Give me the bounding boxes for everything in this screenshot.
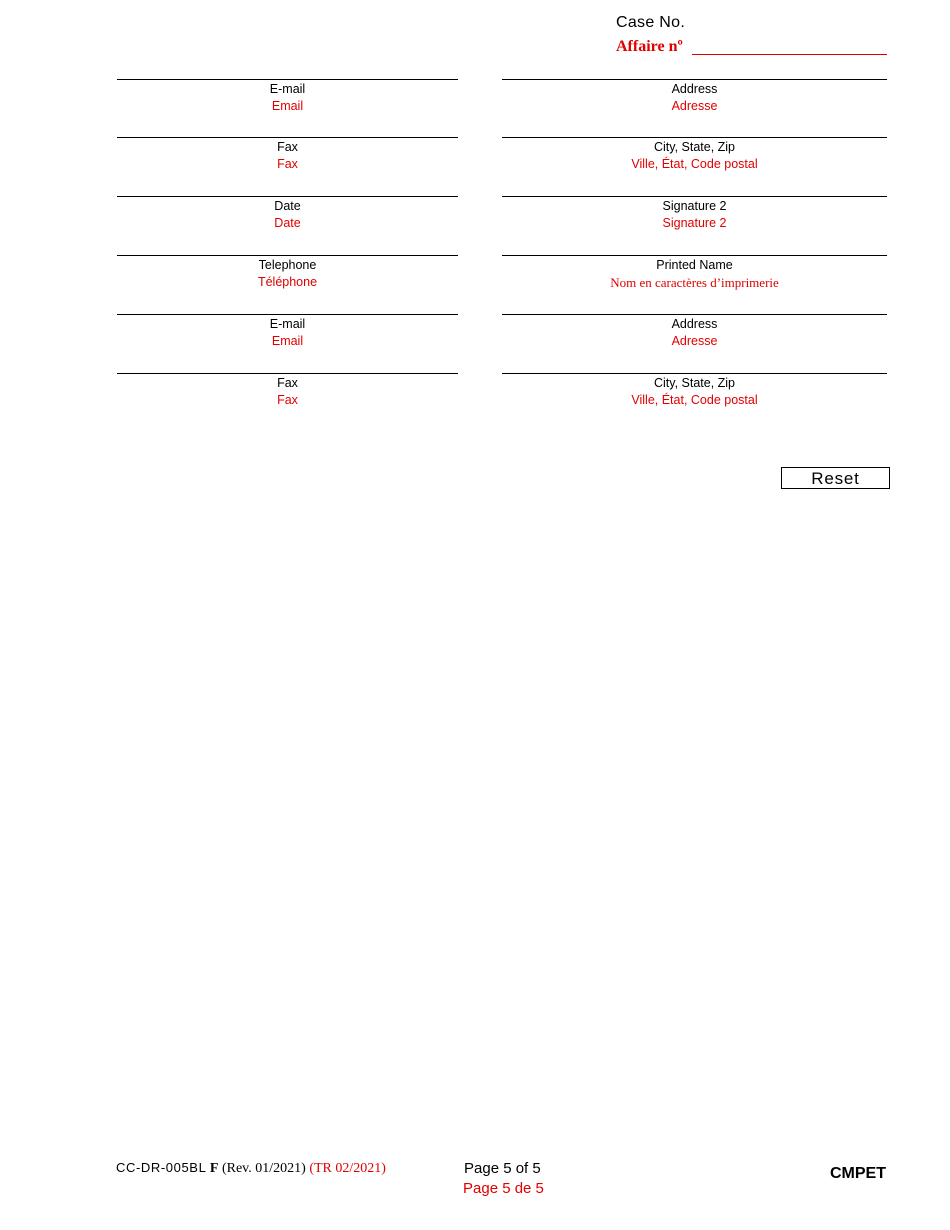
translation-revision: (TR 02/2021) (309, 1161, 386, 1176)
field-label: Fax (277, 376, 298, 390)
email-field-2[interactable] (117, 314, 458, 350)
form-code: CC-DR-005BL (116, 1160, 207, 1175)
field-label: E-mail (269, 317, 306, 331)
field-label-fr: Adresse (671, 99, 718, 113)
field-label-fr: Fax (277, 393, 298, 407)
field-label-fr: Date (274, 216, 301, 230)
page-number: Page 5 of 5 (464, 1160, 541, 1177)
field-label-fr: Adresse (671, 334, 718, 348)
case-no-label-fr: Affaire nº (616, 38, 683, 55)
form-suffix: F (209, 1161, 219, 1176)
field-label: Fax (277, 140, 298, 154)
city-state-zip-field-2[interactable] (502, 373, 887, 409)
date-field[interactable] (117, 196, 458, 232)
field-label: Date (274, 199, 301, 213)
email-field[interactable] (117, 79, 458, 115)
field-label: Signature 2 (662, 199, 727, 213)
field-label-fr: Téléphone (257, 275, 318, 289)
reset-button[interactable]: Reset (781, 467, 890, 489)
form-revision: (Rev. 01/2021) (221, 1161, 306, 1176)
case-no-label: Case No. (616, 14, 686, 31)
telephone-field[interactable] (117, 255, 458, 291)
city-state-zip-field[interactable] (502, 137, 887, 173)
field-label: City, State, Zip (653, 376, 736, 390)
fax-field[interactable] (117, 137, 458, 173)
printed-name-field[interactable] (502, 255, 887, 291)
field-label: Printed Name (656, 258, 733, 272)
case-no-field[interactable] (692, 54, 887, 55)
field-label-fr: Fax (277, 157, 298, 171)
field-label: Address (671, 317, 718, 331)
field-label-fr: Ville, État, Code postal (631, 157, 758, 171)
address-field-2[interactable] (502, 314, 887, 350)
address-field[interactable] (502, 79, 887, 115)
field-label: E-mail (269, 82, 306, 96)
field-label-fr: Email (271, 334, 304, 348)
fax-field-2[interactable] (117, 373, 458, 409)
signature-2-field[interactable] (502, 196, 887, 232)
form-identifier (116, 1160, 386, 1177)
field-label-fr: Email (271, 99, 304, 113)
form-short-code: CMPET (830, 1165, 886, 1182)
field-label-fr: Signature 2 (662, 216, 727, 230)
page-number-fr: Page 5 de 5 (463, 1180, 544, 1197)
field-label-fr: Ville, État, Code postal (631, 393, 758, 407)
field-label: Address (671, 82, 718, 96)
field-label-fr: Nom en caractères d’imprimerie (610, 275, 779, 290)
field-label: Telephone (258, 258, 317, 272)
field-label: City, State, Zip (653, 140, 736, 154)
